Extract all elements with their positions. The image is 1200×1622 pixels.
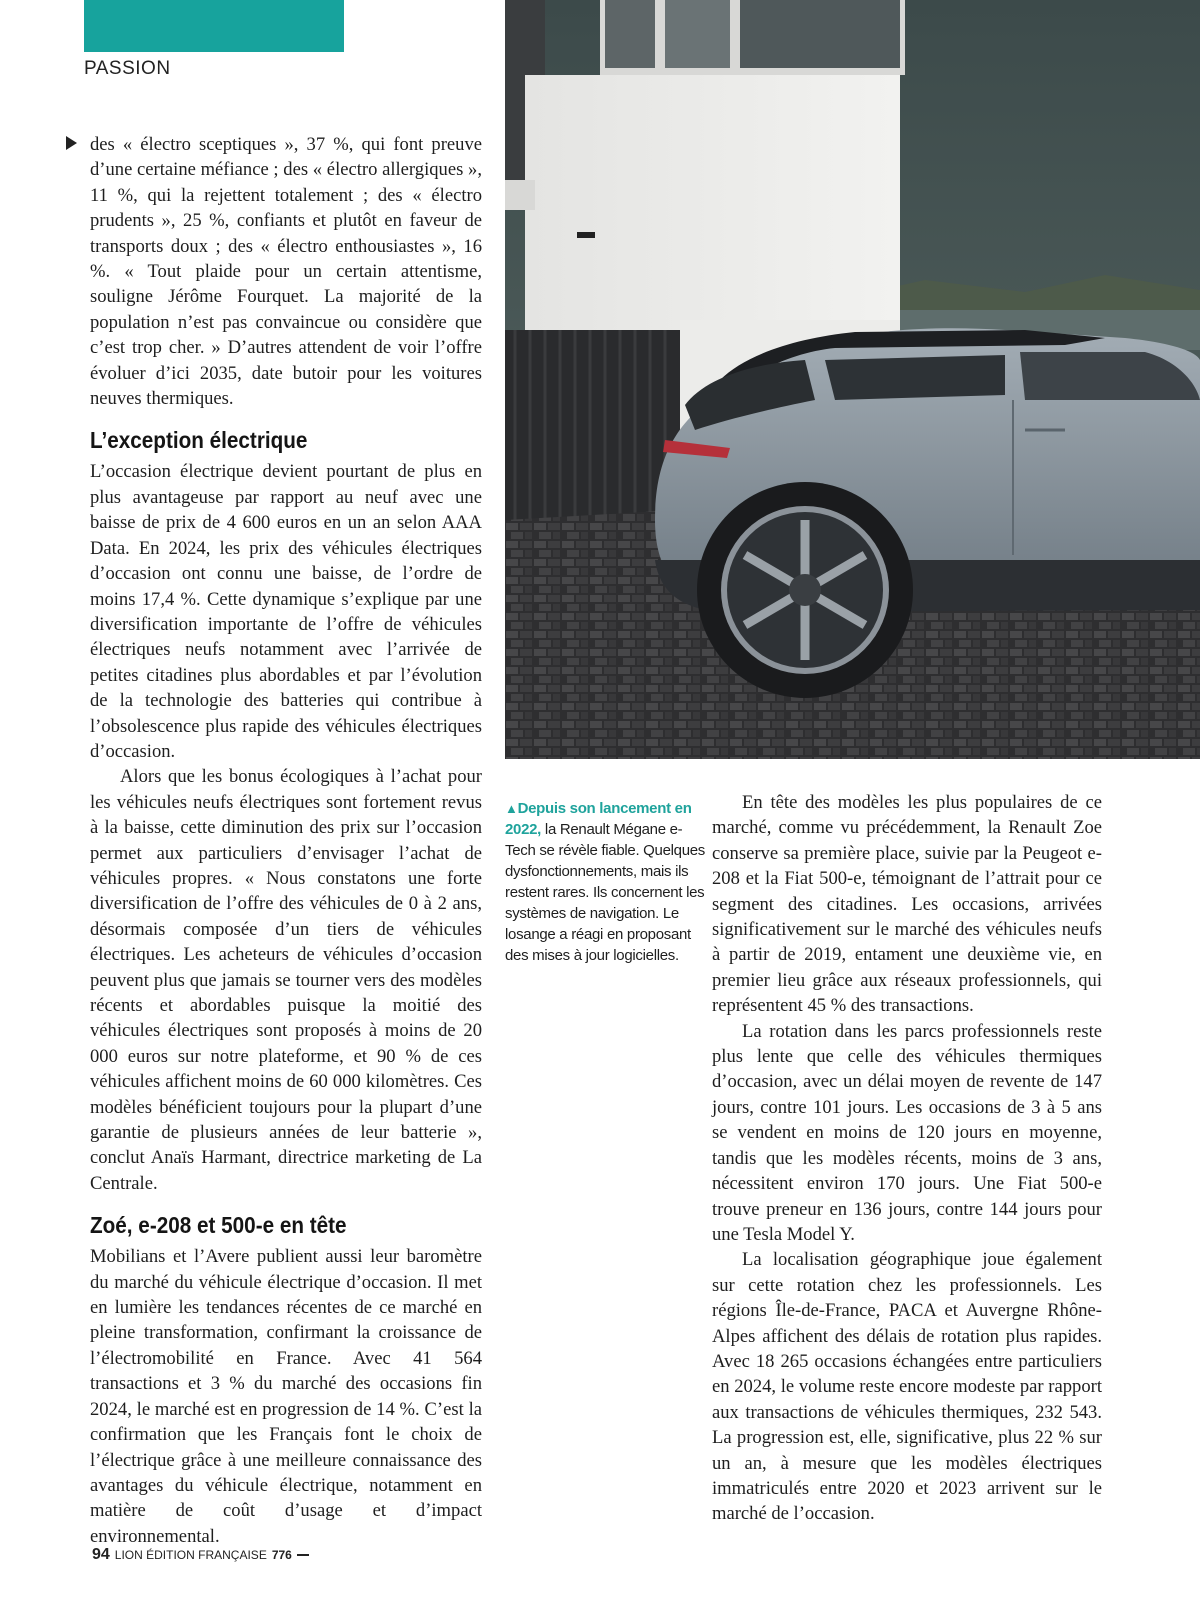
footer-dash	[297, 1554, 309, 1556]
page-footer	[92, 1546, 309, 1564]
paragraph-geography: La localisation géographique joue également sur cette rotation chez les professionnels. Les régions Île-de-France, PACA et Auvergne Rhône-Alpes affichent des délais de rotation plus rapides. Avec 18 265 occasions échangées entre particuliers en 2024, le volume reste encore modeste par rapport aux transactions de véhicules thermiques, 232 543. La progression est, elle, significative, plus 22 % sur un an, à mesure que les modèles électriques immatriculés entre 2020 et 2023 arrivent sur le marché de l’occasion.	[712, 1249, 1102, 1525]
paragraph-continued: des « électro sceptiques », 37 %, qui font preuve d’une certaine méfiance ; des « électro allergiques », 11 %, qui la rejettent totalement ; des « électro prudents », 25 %, confiants et plutôt en faveur de transports doux ; des « électro enthousiastes », 16 %. « Tout plaide pour un certain attentisme, souligne Jérôme Fourquet. La majorité de la population n’est pas convaincue ou considère que c’est trop cher. » D’autres attendent de voir l’offre évoluer d’ici 2035, date butoir pour les voitures neuves thermiques.	[90, 134, 482, 410]
page-number: 94	[92, 1546, 110, 1563]
magazine-name: LION ÉDITION FRANÇAISE	[114, 1548, 267, 1562]
paragraph-rotation: La rotation dans les parcs professionnels reste plus lente que celle des véhicules thermiques d’occasion, avec un délai moyen de revente de 147 jours, contre 101 jours. Les occasions de 3 à 5 ans se vendent en moins de 120 jours en moyenne, tandis que les modèles récents, moins de 3 ans, nécessitent environ 170 jours. Une Fiat 500-e trouve preneur en 136 jours, contre 144 jours pour une Tesla Model Y.	[712, 1020, 1102, 1245]
right-column	[712, 790, 1102, 1527]
paragraph-barometer: Mobilians et l’Avere publient aussi leur baromètre du marché du véhicule électrique d’occasion. Il met en lumière les tendances récentes de ce marché en pleine transformation, confirmant la croissance de l’électromobilité en France. Avec 41 564 transactions et 3 % du marché des occasions fin 2024, le marché est en progression de 14 %. C’est la confirmation que les Français font le choix de l’électrique grâce à une meilleure connaissance des avantages du véhicule électrique, notamment en matière de coût d’usage et d’impact environnemental.	[90, 1246, 482, 1547]
paragraph-popular-models: En tête des modèles les plus populaires de ce marché, comme vu précédemment, la Renault Zoe conserve sa première place, suivie par la Peugeot e-208 et la Fiat 500-e, témoignant de l’attrait pour ce segment des citadines. Les occasions, arrivées significativement sur le marché des véhicules neufs à partir de 2019, entament une deuxième vie, en premier lieu grâce aux réseaux professionnels, qui représentent 45 % des transactions.	[712, 792, 1102, 1017]
section-color-bar	[84, 0, 344, 52]
caption-triangle-icon: ▲	[505, 801, 518, 816]
continuation-arrow-icon	[66, 136, 77, 150]
paragraph-exception-1: L’occasion électrique devient pourtant de plus en plus avantageuse par rapport au neuf avec une baisse de prix de 4 600 euros en un an selon AAA Data. En 2024, les prix des véhicules électriques d’occasion ont connu une baisse, de l’ordre de moins 17,4 %. Cette dynamique s’explique par une diversification importante de l’offre de véhicules électriques neufs notamment avec l’arrivée de petites citadines plus abordables et par l’évolution de la technologie des batteries qui contribue à l’obsolescence plus rapide des véhicules électriques d’occasion.	[90, 461, 482, 762]
paragraph-exception-2: Alors que les bonus écologiques à l’achat pour les véhicules neufs électriques sont fortement revus à la baisse, cette diminution des prix sur l’occasion permet aux particuliers d’envisager l’achat de véhicules propres. « Nous constatons une forte diversification de l’offre des véhicules de 0 à 2 ans, désormais composée d’un tiers de véhicules électriques. Les acheteurs de véhicules d’occasion peuvent plus que jamais se tourner vers des modèles récents et abordables puisque la moitié des véhicules électriques sont proposés à moins de 20 000 euros sur notre plateforme, et 90 % de ces véhicules affichent moins de 60 000 kilomètres. Ces modèles bénéficient toujours pour la plupart d’une garantie de plusieurs années de leur batterie », conclut Anaïs Harmant, directrice marketing de La Centrale.	[90, 766, 482, 1194]
car-photo	[505, 0, 1200, 759]
subheading-exception: L’exception électrique	[90, 427, 308, 454]
caption-lead: Depuis son lancement en 2022,	[505, 800, 692, 838]
section-label: PASSION	[84, 58, 171, 79]
photo-caption	[505, 798, 705, 966]
subheading-top-models: Zoé, e-208 et 500-e en tête	[90, 1212, 347, 1239]
issue-number: 776	[271, 1548, 292, 1562]
caption-text: la Renault Mégane e-Tech se révèle fiable. Quelques dysfonctionnements, mais ils restent rares. Ils concernent les systèmes de navigation. Le losange a réagi en proposant des mises à jour logicielles.	[505, 821, 705, 964]
left-column	[90, 132, 482, 1549]
